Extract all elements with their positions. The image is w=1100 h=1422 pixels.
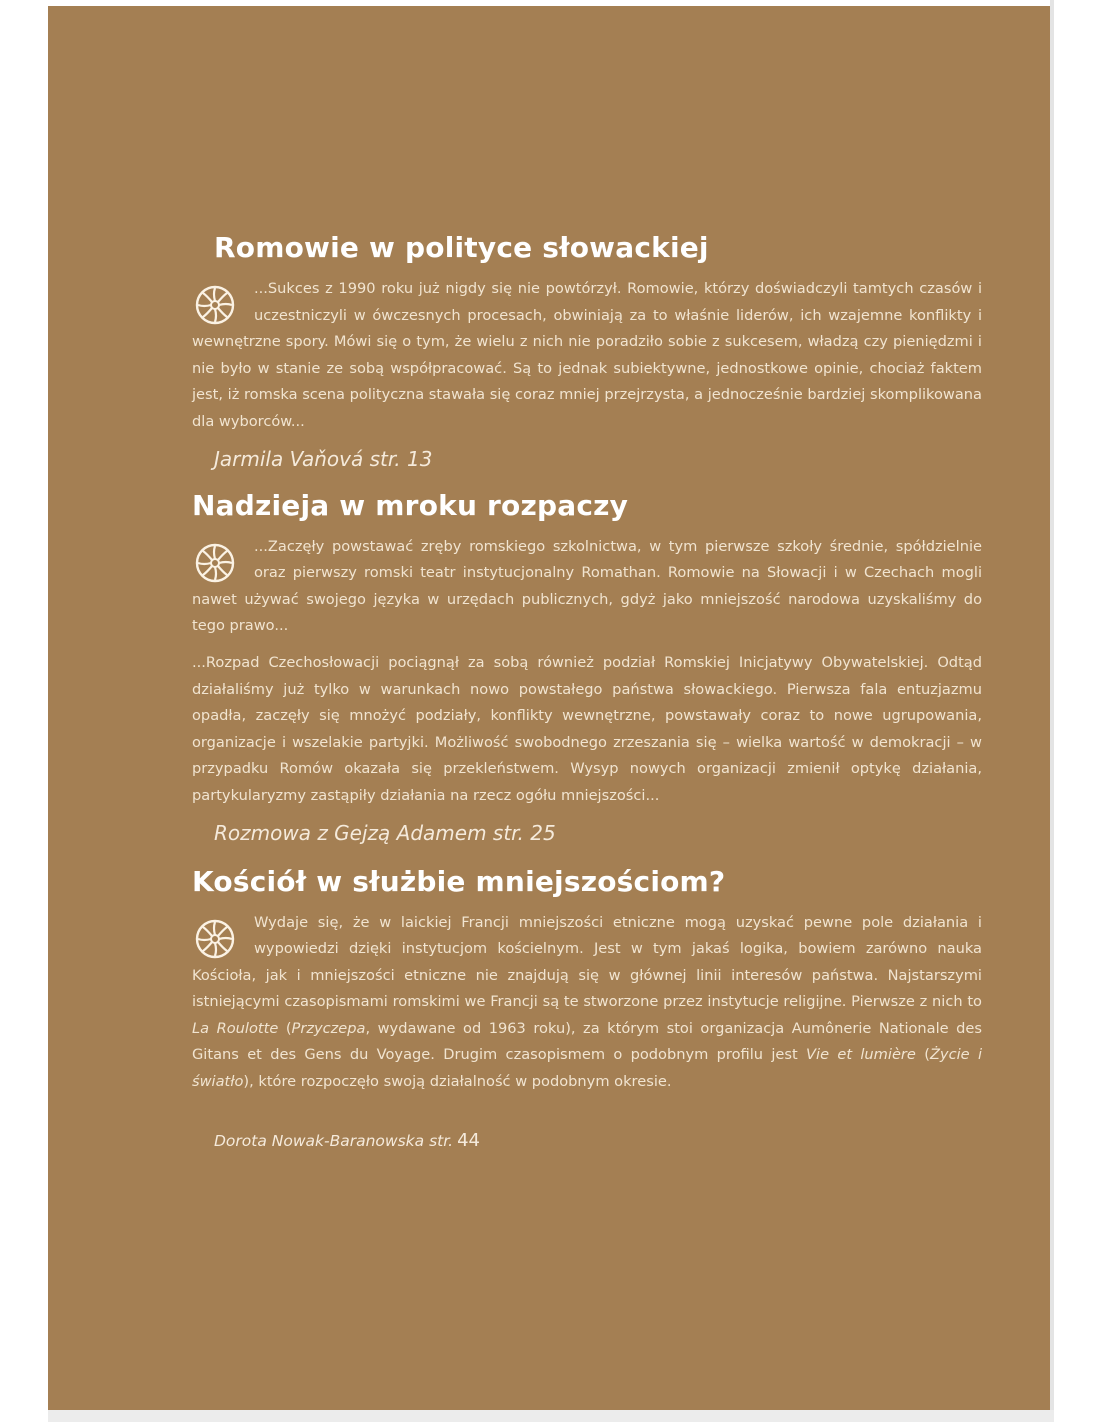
article-content bbox=[192, 228, 982, 1156]
section-paragraph bbox=[192, 276, 982, 436]
author-credit: Rozmowa z Gejzą Adamem str. 25 bbox=[214, 820, 556, 845]
section-paragraph bbox=[192, 910, 982, 1096]
section-church bbox=[192, 910, 982, 1156]
periodical-translation: Przyczepa bbox=[291, 1019, 366, 1037]
section-paragraph bbox=[192, 534, 982, 640]
paragraph-text: ( bbox=[915, 1046, 930, 1064]
page-edge-shadow bbox=[1050, 0, 1054, 1422]
periodical-title: Vie et lumière bbox=[806, 1046, 916, 1064]
section-hope bbox=[192, 534, 982, 848]
page-number: 44 bbox=[457, 1129, 480, 1151]
section-politics bbox=[192, 276, 982, 474]
roma-wheel-icon bbox=[194, 918, 236, 960]
periodical-title: La Roulotte bbox=[192, 1019, 279, 1037]
author-credit: Jarmila Vaňová str. 13 bbox=[214, 446, 433, 471]
author-name: Dorota Nowak-Baranowska str. bbox=[214, 1131, 454, 1150]
roma-wheel-icon bbox=[194, 542, 236, 584]
paragraph-text: ...Sukces z 1990 roku już nigdy się nie powtórzył. Romowie, którzy doświadczyli tamtych czasów i uczestniczyli w ówczesnych procesach, obwiniają za to właśnie liderów, ich wzajemne konflikty i wewnętrzne spory. Mówi się o tym, że wielu z nich nie poradziło sobie z sukcesem, władzą czy pieniędzmi i nie było w stanie ze sobą współpracować. Są to jednak subiektywne, jednostkowe opinie, chociaż faktem jest, iż romska scena polityczna stawała się coraz mniej przejrzysta, a jednocześnie bardziej skomplikowana dla wyborców... bbox=[192, 280, 982, 430]
paragraph-text: ), które rozpoczęło swoją działalność w podobnym okresie. bbox=[243, 1073, 672, 1091]
paragraph-text: Wydaje się, że w laickiej Francji mniejszości etniczne mogą uzyskać pewne pole działania i wypowiedzi dzięki instytucjom kościelnym. Jest w tym jakaś logika, bowiem zarówno nauka Kościoła, jak i mniejszości etniczne nie znajdują się w głównej linii interesów państwa. Najstarszymi istniejącymi czasopismami romskimi we Francji są te stworzone przez instytucje religijne. Pierwsze z nich to bbox=[192, 913, 982, 1011]
section-title-hope: Nadzieja w mroku rozpaczy bbox=[192, 488, 629, 522]
author-credit bbox=[192, 1126, 982, 1156]
paragraph-text: , wydawane od 1963 roku), za którym stoi organizacja Aumônerie Nationale des Gitans et des Gens du Voyage. Drugim czasopismem o podobnym profilu jest bbox=[192, 1019, 983, 1064]
paragraph-text: ( bbox=[278, 1019, 292, 1037]
roma-wheel-icon bbox=[194, 284, 236, 326]
periodical-translation: Życie i światło bbox=[192, 1046, 982, 1091]
page-bottom-strip bbox=[48, 1410, 1054, 1422]
section-title-politics: Romowie w polityce słowackiej bbox=[214, 231, 709, 264]
section-paragraph: ...Rozpad Czechosłowacji pociągnął za sobą również podział Romskiej Inicjatywy Obywatelskiej. Odtąd działaliśmy już tylko w warunkach nowo powstałego państwa słowackiego. Pierwsza fala entuzjazmu opadła, zaczęły się mnożyć podziały, konflikty wewnętrzne, powstawały coraz to nowe ugrupowania, organizacje i wszelakie partyjki. Możliwość swobodnego zrzeszania się – wielka wartość w demokracji – w przypadku Romów okazała się przekleństwem. Wysyp nowych organizacji zmienił optykę działania, partykularyzmy zastąpiły działania na rzecz ogółu mniejszości... bbox=[192, 653, 982, 804]
section-title-church: Kościół w służbie mniejszościom? bbox=[192, 864, 726, 898]
paragraph-text: ...Zaczęły powstawać zręby romskiego szkolnictwa, w tym pierwsze szkoły średnie, spółdzielnie oraz pierwszy romski teatr instytucjonalny Romathan. Romowie na Słowacji i w Czechach mogli nawet używać swojego języka w urzędach publicznych, gdyż jako mniejszość narodowa uzyskaliśmy do tego prawo... bbox=[192, 537, 982, 635]
